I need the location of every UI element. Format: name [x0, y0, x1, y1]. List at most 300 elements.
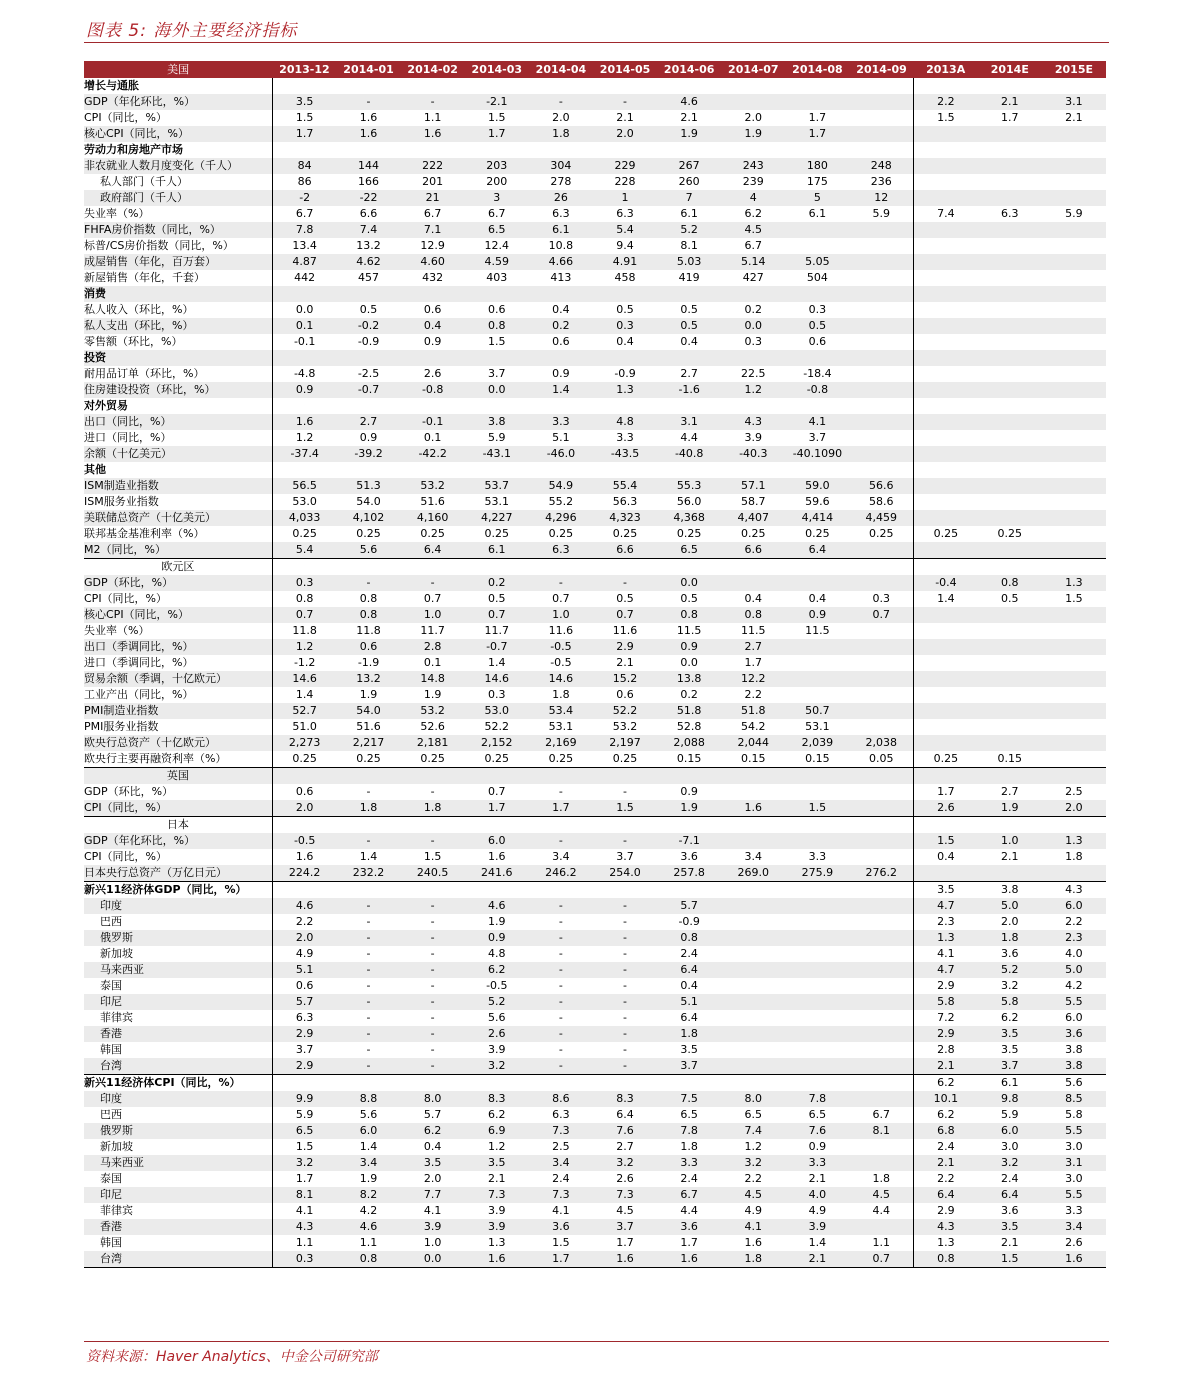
table-cell: 243 — [721, 158, 785, 174]
row-label: 耐用品订单（环比，%） — [84, 366, 272, 382]
table-cell — [721, 994, 785, 1010]
table-cell: 278 — [550, 175, 572, 188]
table-cell: 0.3 — [272, 1251, 336, 1268]
table-cell: 0.15 — [741, 752, 766, 765]
table-cell: 0.5 — [785, 318, 849, 334]
table-row — [84, 222, 1106, 238]
table-cell: 427 — [742, 271, 764, 284]
table-cell — [978, 414, 1042, 430]
table-cell — [1042, 382, 1106, 398]
table-row — [84, 639, 1106, 655]
table-cell: 9.9 — [272, 1091, 336, 1107]
table-cell: 4.6 — [272, 898, 336, 914]
table-cell: 3.3 — [808, 850, 827, 863]
table-cell: 3.0 — [1065, 1172, 1083, 1185]
table-cell — [978, 318, 1042, 334]
table-cell — [978, 366, 1042, 382]
table-cell — [849, 882, 913, 899]
table-cell: 15.2 — [593, 671, 657, 687]
table-cell: 5.0 — [1042, 962, 1106, 978]
table-cell: 53.1 — [484, 495, 510, 508]
table-cell: 1.5 — [488, 335, 506, 348]
table-cell: -0.5 — [486, 979, 508, 992]
table-cell — [401, 559, 465, 576]
table-cell: 0.4 — [744, 592, 763, 605]
table-cell: 3.4 — [1042, 1219, 1106, 1235]
table-cell: 6.4 — [616, 1108, 634, 1121]
table-cell: 6.5 — [657, 542, 721, 559]
table-cell: 5.03 — [657, 254, 721, 270]
column-header: 2014-09 — [849, 61, 913, 78]
table-cell: -0.8 — [785, 382, 849, 398]
table-cell: 4.5 — [721, 222, 785, 238]
row-label: M2（同比，%） — [84, 542, 272, 559]
table-cell — [1042, 174, 1106, 190]
table-cell — [785, 350, 849, 366]
table-cell — [978, 254, 1042, 270]
bottom-rule — [84, 1341, 1109, 1342]
table-cell — [657, 286, 721, 302]
table-row — [84, 703, 1106, 719]
table-cell — [785, 639, 849, 655]
table-cell — [1042, 751, 1106, 768]
row-label: 俄罗斯 — [84, 1123, 272, 1139]
table-cell: - — [623, 915, 628, 928]
table-cell: 1.7 — [465, 800, 529, 817]
row-label: GDP（年化环比，%） — [84, 833, 272, 849]
table-cell — [657, 78, 721, 94]
table-cell: 1.3 — [1042, 575, 1106, 591]
table-cell: 13.8 — [657, 671, 721, 687]
table-cell: 11.7 — [420, 624, 445, 637]
table-cell: 6.6 — [721, 542, 785, 559]
table-cell: 13.2 — [356, 239, 381, 252]
table-cell: 5.5 — [1042, 1187, 1106, 1203]
table-cell — [849, 126, 913, 142]
table-cell — [785, 833, 849, 849]
table-cell: 1.5 — [937, 111, 955, 124]
table-cell: 4.1 — [295, 1204, 314, 1217]
row-label: 香港 — [84, 1219, 272, 1235]
table-cell — [914, 238, 978, 254]
table-cell: 2.1 — [785, 1251, 849, 1268]
table-cell: 4,033 — [272, 510, 336, 526]
table-cell: 3.2 — [465, 1058, 529, 1075]
table-cell — [336, 398, 400, 414]
table-cell: 5.7 — [657, 898, 721, 914]
row-label: 进口（季调同比，%） — [84, 655, 272, 671]
table-cell: 9.8 — [978, 1091, 1042, 1107]
table-cell: 0.8 — [295, 592, 314, 605]
table-cell: 51.8 — [721, 703, 785, 719]
table-cell — [1042, 478, 1106, 494]
table-cell: 0.5 — [488, 592, 506, 605]
row-label: 非农就业人数月度变化（千人） — [84, 158, 272, 174]
table-cell: 3.1 — [657, 414, 721, 430]
table-cell: 2.4 — [680, 947, 698, 960]
row-label: 台湾 — [84, 1058, 272, 1075]
table-cell: 180 — [785, 158, 849, 174]
table-cell: - — [593, 994, 657, 1010]
table-cell: 2,044 — [721, 735, 785, 751]
table-cell: 1.6 — [488, 850, 506, 863]
table-cell: - — [593, 930, 657, 946]
table-cell: 0.25 — [933, 527, 959, 540]
table-cell: 6.8 — [914, 1123, 978, 1139]
table-cell: 4.60 — [401, 254, 465, 270]
table-cell: 0.6 — [616, 688, 634, 701]
table-cell: 0.1 — [423, 431, 442, 444]
table-cell — [721, 882, 785, 899]
table-row — [84, 962, 1106, 978]
table-cell: 4 — [721, 190, 785, 206]
row-label: 消费 — [84, 286, 272, 302]
table-cell: 6.2 — [1001, 1011, 1019, 1024]
table-cell: 1 — [593, 190, 657, 206]
table-row — [84, 382, 1106, 398]
table-cell: 1.7 — [1001, 111, 1019, 124]
table-cell: -0.9 — [357, 335, 380, 348]
row-label: 私人部门（千人） — [84, 174, 272, 190]
table-cell — [1042, 126, 1106, 142]
table-cell: 0.15 — [676, 752, 702, 765]
table-cell: 6.7 — [849, 1107, 913, 1123]
table-cell: 2.7 — [721, 639, 785, 655]
table-cell: 6.0 — [465, 833, 529, 849]
table-cell: 6.0 — [1065, 1011, 1083, 1024]
table-cell: 0.1 — [272, 318, 336, 334]
table-cell: 1.4 — [295, 688, 314, 701]
table-cell: 0.8 — [657, 930, 721, 946]
table-cell: 0.4 — [937, 850, 955, 863]
table-cell: 6.4 — [978, 1187, 1042, 1203]
row-label: 巴西 — [84, 1107, 272, 1123]
table-cell: 4.6 — [336, 1219, 400, 1235]
table-cell — [849, 1010, 913, 1026]
table-row — [84, 865, 1106, 882]
table-row — [84, 510, 1106, 526]
table-cell: 0.25 — [849, 526, 913, 542]
table-row — [84, 784, 1106, 800]
row-label: 日本央行总资产（万亿日元） — [84, 865, 272, 882]
table-cell: 458 — [614, 271, 636, 284]
table-row — [84, 110, 1106, 126]
table-cell: 53.2 — [401, 703, 465, 719]
table-cell: 4.0 — [785, 1187, 849, 1203]
table-cell — [785, 575, 849, 591]
table-cell — [914, 318, 978, 334]
row-label: 欧央行主要再融资利率（%） — [84, 751, 272, 768]
table-cell — [914, 865, 978, 882]
table-cell: 0.25 — [292, 752, 317, 765]
table-cell — [1042, 414, 1106, 430]
table-cell — [785, 222, 849, 238]
table-cell: 9.4 — [616, 239, 634, 252]
table-cell: - — [430, 785, 435, 798]
table-cell — [978, 126, 1042, 142]
table-cell: 0.25 — [612, 527, 638, 540]
table-cell: 276.2 — [849, 865, 913, 882]
table-cell: 0.25 — [933, 752, 959, 765]
table-cell: 4.1 — [423, 1204, 442, 1217]
table-cell: 1.2 — [272, 639, 336, 655]
table-cell: 11.8 — [292, 624, 317, 637]
table-cell: -1.6 — [657, 382, 721, 398]
table-cell: 1.6 — [401, 126, 465, 142]
table-cell — [1042, 78, 1106, 94]
table-cell — [657, 142, 721, 158]
table-cell: 267 — [657, 158, 721, 174]
table-cell — [529, 350, 593, 366]
table-cell: 54.0 — [356, 495, 381, 508]
figure-title: 图表 5: 海外主要经济指标 — [86, 21, 298, 41]
table-cell: -18.4 — [803, 367, 832, 380]
table-cell: 5.9 — [1001, 1108, 1019, 1121]
table-cell: 86 — [297, 175, 312, 188]
table-cell — [721, 784, 785, 800]
table-cell — [1042, 446, 1106, 462]
table-cell — [978, 462, 1042, 478]
table-cell: -0.1 — [401, 414, 465, 430]
table-cell: 11.5 — [676, 624, 702, 637]
table-cell: 2.6 — [914, 800, 978, 817]
table-cell: 0.6 — [336, 639, 400, 655]
table-cell: 3.4 — [336, 1155, 400, 1171]
table-cell: 0.7 — [552, 592, 570, 605]
table-cell: - — [336, 962, 400, 978]
table-cell: 1.7 — [616, 1236, 634, 1249]
table-cell — [401, 1075, 465, 1092]
row-label: 标普/CS房价指数（同比，%） — [84, 238, 272, 254]
table-cell — [914, 817, 978, 834]
table-cell: -0.9 — [614, 367, 636, 380]
table-cell: 1.5 — [488, 111, 506, 124]
table-cell — [721, 930, 785, 946]
table-cell: 0.25 — [997, 527, 1023, 540]
table-cell: 5.6 — [336, 542, 400, 559]
row-label: GDP（环比，%） — [84, 575, 272, 591]
table-cell — [1042, 703, 1106, 719]
table-cell — [529, 78, 593, 94]
table-cell — [657, 1075, 721, 1092]
table-row — [84, 398, 1106, 414]
table-cell: 4.9 — [295, 947, 314, 960]
table-cell: -40.8 — [657, 446, 721, 462]
table-cell: 1.5 — [593, 800, 657, 817]
table-cell: 3.8 — [465, 414, 529, 430]
table-cell: 5.8 — [914, 994, 978, 1010]
table-cell — [849, 142, 913, 158]
table-cell — [785, 1058, 849, 1075]
table-cell: 53.4 — [529, 703, 593, 719]
table-cell — [849, 382, 913, 398]
table-cell: 1.7 — [808, 111, 827, 124]
table-cell: 2.5 — [1065, 785, 1083, 798]
row-label: 韩国 — [84, 1042, 272, 1058]
table-cell: 1.7 — [272, 126, 336, 142]
table-cell: 0.0 — [401, 1251, 465, 1268]
table-cell: 0.25 — [484, 752, 510, 765]
table-cell: 5.6 — [359, 1108, 378, 1121]
table-cell: 2.2 — [744, 1172, 763, 1185]
row-label: 零售额（环比，%） — [84, 334, 272, 350]
table-cell: - — [593, 1026, 657, 1042]
table-row — [84, 1042, 1106, 1058]
table-cell: - — [529, 833, 593, 849]
table-cell: 0.4 — [680, 979, 698, 992]
table-cell — [978, 494, 1042, 510]
table-cell: 3.2 — [593, 1155, 657, 1171]
table-cell: 2,152 — [465, 735, 529, 751]
table-cell — [849, 639, 913, 655]
table-cell: 11.6 — [548, 624, 574, 637]
table-cell: 2.1 — [1001, 850, 1019, 863]
table-cell: 4,368 — [657, 510, 721, 526]
table-cell — [1042, 238, 1106, 254]
table-cell — [721, 946, 785, 962]
table-cell — [849, 575, 913, 591]
table-cell — [721, 914, 785, 930]
table-cell: - — [336, 994, 400, 1010]
row-label: 私人支出（环比，%） — [84, 318, 272, 334]
table-cell — [465, 78, 529, 94]
table-cell — [529, 817, 593, 834]
table-cell: 2.9 — [914, 1026, 978, 1042]
table-cell — [529, 768, 593, 785]
table-row — [84, 1203, 1106, 1219]
table-cell — [849, 849, 913, 865]
table-cell: 0.8 — [657, 607, 721, 623]
table-cell: 4,102 — [336, 510, 400, 526]
table-cell: 241.6 — [465, 865, 529, 882]
table-cell — [465, 559, 529, 576]
table-cell: 2.1 — [616, 656, 634, 669]
table-cell: 0.9 — [808, 1140, 827, 1153]
row-label: CPI（同比，%） — [84, 591, 272, 607]
table-cell — [978, 174, 1042, 190]
table-cell: 3.6 — [1001, 947, 1019, 960]
table-cell: 4.7 — [914, 962, 978, 978]
table-cell — [721, 1026, 785, 1042]
table-cell: 2.9 — [937, 979, 955, 992]
table-cell — [849, 398, 913, 414]
table-cell: - — [623, 947, 628, 960]
table-cell: 5.8 — [978, 994, 1042, 1010]
table-cell: 0.25 — [420, 752, 445, 765]
table-cell: 1.0 — [423, 1236, 442, 1249]
table-row — [84, 687, 1106, 703]
table-cell: 1.5 — [423, 850, 442, 863]
table-cell: 6.3 — [1001, 207, 1019, 220]
table-cell: 1.9 — [423, 688, 442, 701]
table-cell — [849, 78, 913, 94]
table-cell: - — [593, 94, 657, 110]
table-cell — [849, 914, 913, 930]
table-cell: 0.7 — [423, 592, 442, 605]
table-cell: 0.6 — [488, 303, 506, 316]
row-label: PMI制造业指数 — [84, 703, 272, 719]
table-cell — [1042, 366, 1106, 382]
table-row — [84, 334, 1106, 350]
table-cell: 2.1 — [488, 1172, 506, 1185]
table-cell: 442 — [294, 271, 316, 284]
table-cell: 54.9 — [529, 478, 593, 494]
table-cell: 1.4 — [937, 592, 955, 605]
column-header: 2014-06 — [657, 61, 721, 78]
table-cell: 2.4 — [680, 1172, 698, 1185]
table-cell: 3.8 — [1042, 1058, 1106, 1075]
table-cell: 3.1 — [1042, 1155, 1106, 1171]
table-cell: 0.25 — [484, 527, 510, 540]
table-cell: 53.0 — [465, 703, 529, 719]
table-cell: 432 — [422, 271, 444, 284]
top-rule — [84, 42, 1109, 43]
table-cell: 0.25 — [676, 527, 702, 540]
table-cell: 1.6 — [593, 1251, 657, 1268]
table-cell: 2,197 — [593, 735, 657, 751]
table-cell: 0.2 — [680, 688, 698, 701]
table-cell — [914, 382, 978, 398]
row-label: 菲律宾 — [84, 1010, 272, 1026]
table-cell — [529, 286, 593, 302]
table-cell — [914, 142, 978, 158]
table-cell — [849, 1026, 913, 1042]
table-cell — [785, 946, 849, 962]
table-cell: 5.0 — [978, 898, 1042, 914]
column-header: 2014-05 — [593, 61, 657, 78]
table-cell: 1.3 — [1042, 833, 1106, 849]
table-cell — [914, 366, 978, 382]
table-cell: - — [401, 575, 465, 591]
table-row — [84, 286, 1106, 302]
table-cell: 3.6 — [1001, 1204, 1019, 1217]
row-label: 香港 — [84, 1026, 272, 1042]
table-cell: 2.6 — [465, 1026, 529, 1042]
table-cell — [1042, 318, 1106, 334]
table-cell — [593, 817, 657, 834]
table-cell: - — [336, 575, 400, 591]
table-cell — [1042, 768, 1106, 785]
table-cell — [914, 270, 978, 286]
table-cell — [785, 142, 849, 158]
table-row — [84, 1010, 1106, 1026]
table-cell: 3.9 — [465, 1219, 529, 1235]
row-label: 新屋销售（年化，千套） — [84, 270, 272, 286]
table-cell: 1.8 — [657, 1026, 721, 1042]
table-cell: - — [336, 1026, 400, 1042]
table-cell: 0.6 — [295, 785, 314, 798]
table-cell: 0.7 — [593, 607, 657, 623]
table-row — [84, 1026, 1106, 1042]
table-row — [84, 462, 1106, 478]
table-cell — [914, 510, 978, 526]
table-cell: 0.9 — [359, 431, 378, 444]
table-cell: 52.2 — [593, 703, 657, 719]
table-cell — [849, 800, 913, 817]
table-cell: 1.1 — [359, 1236, 378, 1249]
row-label: 印尼 — [84, 1187, 272, 1203]
table-cell — [849, 898, 913, 914]
table-cell: 0.8 — [721, 607, 785, 623]
table-cell: 3.6 — [680, 850, 698, 863]
table-cell — [657, 882, 721, 899]
table-cell: 14.6 — [272, 671, 336, 687]
table-cell: 0.6 — [808, 335, 827, 348]
table-cell — [849, 930, 913, 946]
table-cell: 0.6 — [552, 335, 570, 348]
table-cell — [849, 833, 913, 849]
table-cell — [721, 768, 785, 785]
